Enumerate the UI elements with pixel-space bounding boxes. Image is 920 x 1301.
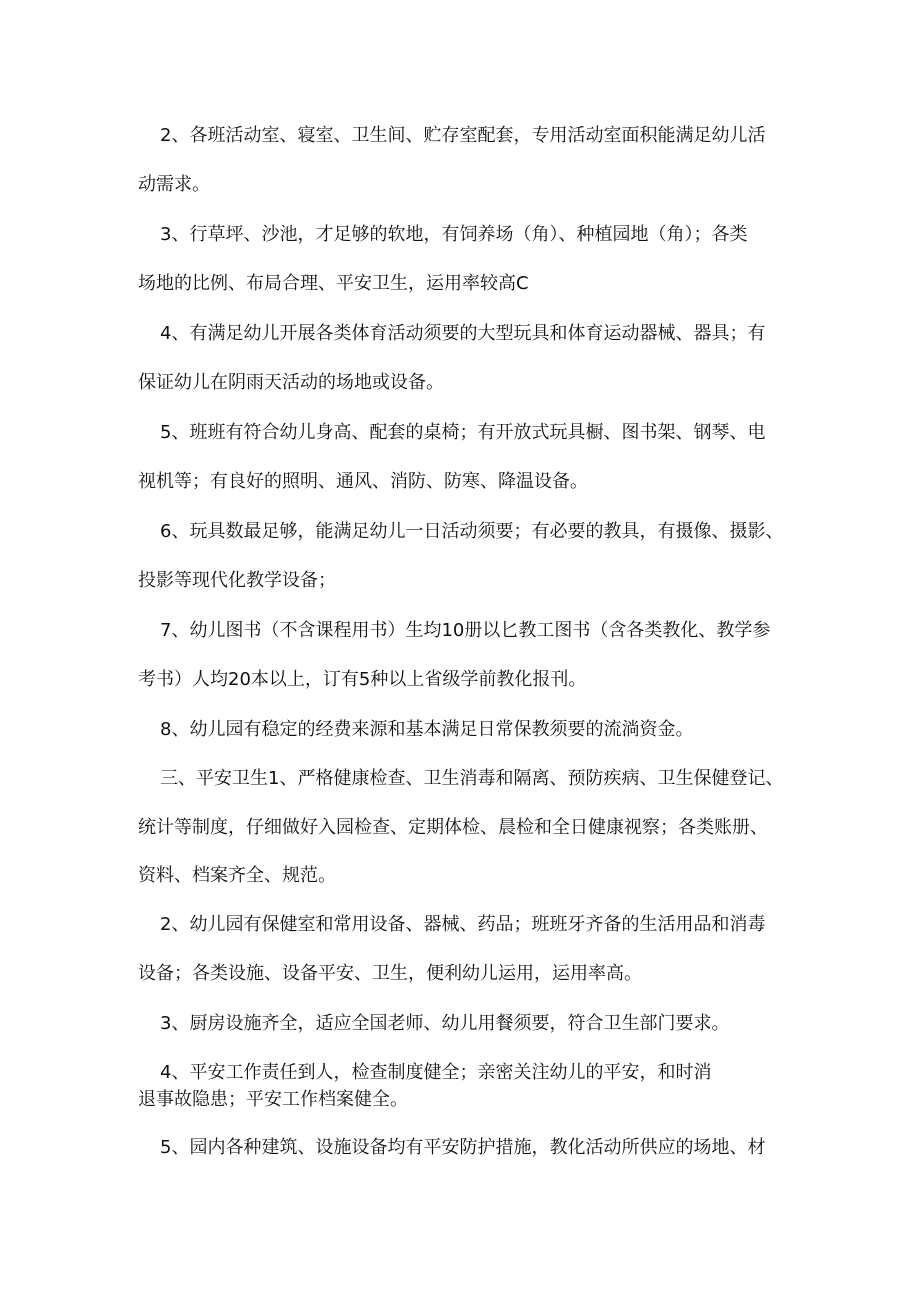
paragraph-11-line-1: 4、平安工作责任到人，检查制度健全；亲密关注幼儿的平安，和时消 xyxy=(160,1062,712,1083)
paragraph-7-line-1: 8、幼儿园有稳定的经费来源和基本满足日常保教须要的流淌资金。 xyxy=(160,719,694,740)
paragraph-8-line-1: 三、平安卫生1、严格健康检查、卫生消毒和隔离、预防疾病、卫生保健登记、 xyxy=(160,768,784,789)
paragraph-3-line-2: 保证幼儿在阴雨天活动的场地或设备。 xyxy=(138,372,444,393)
paragraph-10-line-1: 3、厨房设施齐全，适应全国老师、幼儿用餐须要，符合卫生部门要求。 xyxy=(160,1013,730,1034)
paragraph-9-line-1: 2、幼儿园有保健室和常用设备、器械、药品；班班牙齐备的生活用品和消毒 xyxy=(160,914,766,935)
paragraph-8-line-3: 资料、档案齐全、规范。 xyxy=(138,865,336,886)
paragraph-4-line-2: 视机等；有良好的照明、通风、消防、防寒、降温设备。 xyxy=(138,471,588,492)
paragraph-2-line-1: 3、行草坪、沙池，才足够的软地，有饲养场（角）、种植园地（角）；各类 xyxy=(160,224,748,245)
paragraph-2-line-2: 场地的比例、布局合理、平安卫生，运用率较高C xyxy=(138,273,529,294)
paragraph-6-line-1: 7、幼儿图书（不含课程用书）生均10册以匕教工图书（含各类教化、教学参 xyxy=(160,620,771,641)
paragraph-3-line-1: 4、有满足幼儿开展各类体育活动须要的大型玩具和体育运动器械、器具；有 xyxy=(160,323,766,344)
paragraph-11-line-2: 退事故隐患；平安工作档案健全。 xyxy=(138,1089,408,1110)
paragraph-6-line-2: 考书）人均20本以上，订有5种以上省级学前教化报刊。 xyxy=(138,669,587,690)
paragraph-8-line-2: 统计等制度，仔细做好入园检查、定期体检、晨检和全日健康视察；各类账册、 xyxy=(138,817,768,838)
paragraph-12-line-1: 5、园内各种建筑、设施设备均有平安防护措施，教化活动所供应的场地、材 xyxy=(160,1137,766,1158)
paragraph-5-line-1: 6、玩具数最足够，能满足幼儿一日活动须要；有必要的教具，有摄像、摄影、 xyxy=(160,521,784,542)
paragraph-1-line-1: 2、各班活动室、寝室、卫生间、贮存室配套，专用活动室面积能满足幼儿活 xyxy=(160,125,766,146)
paragraph-9-line-2: 设备；各类设施、设备平安、卫生，便利幼儿运用，运用率高。 xyxy=(138,963,642,984)
paragraph-1-line-2: 动需求。 xyxy=(138,174,210,195)
paragraph-4-line-1: 5、班班有符合幼儿身高、配套的桌椅；有开放式玩具橱、图书架、钢琴、电 xyxy=(160,422,766,443)
paragraph-5-line-2: 投影等现代化教学设备； xyxy=(138,570,336,591)
